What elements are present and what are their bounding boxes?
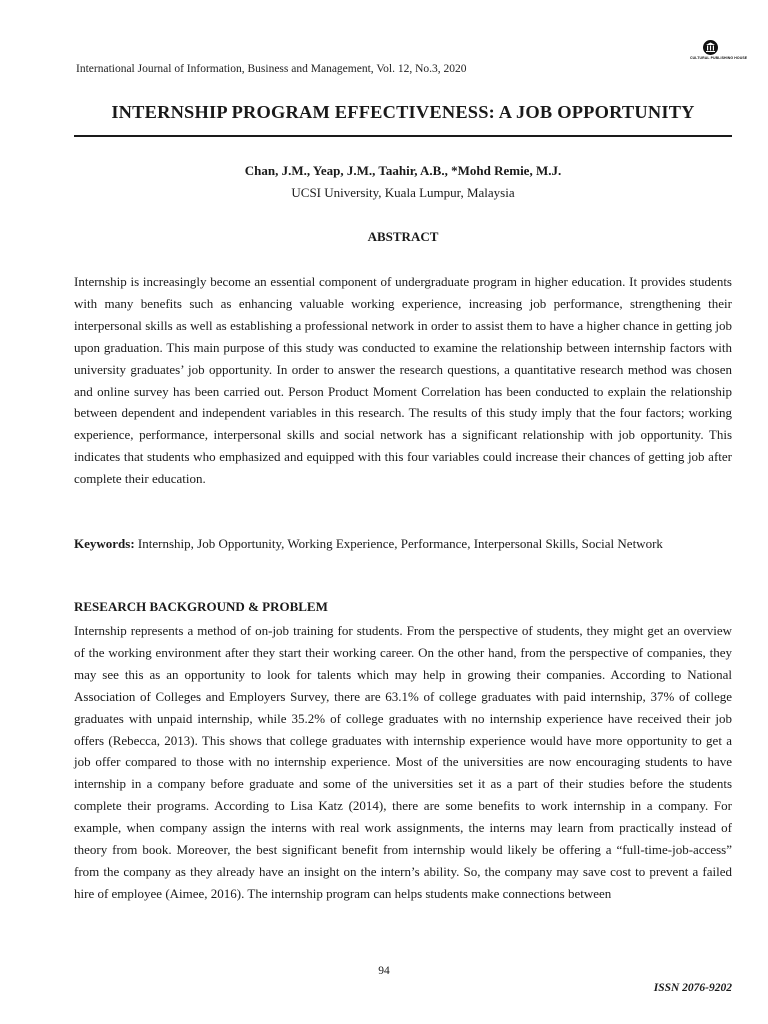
abstract-body: Internship is increasingly become an essential component of undergraduate program in higher education. It provides students with many benefits such as enhancing valuable working experience, increasing job performance, strengthening their interpersonal skills as well as establishing a professional network in order to assist them to have a higher chance in getting job upon graduation. This main purpose of this study was conducted to examine the relationship between internship factors with university graduates’ job opportunity. In order to answer the research questions, a quantitative research method was chosen and online survey has been carried out. Person Product Moment Correlation has been conducted to explain the relationship between dependent and independent variables in this research. The results of this study imply that the four factors; working experience, performance, interpersonal skills and social network has a significant relationship with job opportunity. This indicates that students who emphasized and equipped with this four variables could increase their chances of getting job after complete their education. [74,274,732,487]
issn-label: ISSN 2076-9202 [653,982,732,994]
abstract-heading: ABSTRACT [367,229,439,244]
keywords-text: Internship, Job Opportunity, Working Experience, Performance, Interpersonal Skills, Social Network [137,536,663,551]
page-number: 94 [378,965,390,977]
section-heading: RESEARCH BACKGROUND & PROBLEM [74,599,328,614]
paper-title: INTERNSHIP PROGRAM EFFECTIVENESS: A JOB OPPORTUNITY [111,102,695,122]
journal-header: International Journal of Information, Business and Management, Vol. 12, No.3, 2020 [76,63,467,75]
columned-building-logo-icon [703,40,718,55]
publisher-logo [690,40,748,60]
author-list: Chan, J.M., Yeap, J.M., Taahir, A.B., *Mohd Remie, M.J. [244,163,562,178]
title-divider [74,135,732,137]
keywords-block [74,533,732,555]
publisher-logo-caption: CULTURAL PUBLISHING HOUSE [690,56,748,60]
section-body: Internship represents a method of on-job training for students. From the perspective of students, they might get an overview of the working environment after they start their working career. On the other hand, from the perspective of companies, they may see this as an opportunity to look for talents which may help in growing their companies. According to National Association of Colleges and Employers Survey, there are 63.1% of college graduates with paid internship, 37% of college graduates with unpaid internship, while 35.2% of college graduates with no internship experience have received their job offers (Rebecca, 2013). This shows that college graduates with internship experience would have more opportunity to get a job offer compared to those with no internship experience. Most of the universities are now encouraging students to have internship in a company before graduate and some of the universities set it as a part of their studies before the students complete their programs. According to Lisa Katz (2014), there are some benefits to work internship in a company. For example, when company assign the interns with real work assignments, the interns may learn from practically instead of theory from book. Moreover, the best significant benefit from internship would likely be offering a “full-time-job-access” from the company as they already have an insight on the intern’s ability. So, the company may save cost to prevent a failed hire of employee (Aimee, 2016). The internship program can helps students make connections between [74,623,732,901]
author-affiliation: UCSI University, Kuala Lumpur, Malaysia [291,185,515,200]
keywords-label: Keywords: [74,536,135,551]
